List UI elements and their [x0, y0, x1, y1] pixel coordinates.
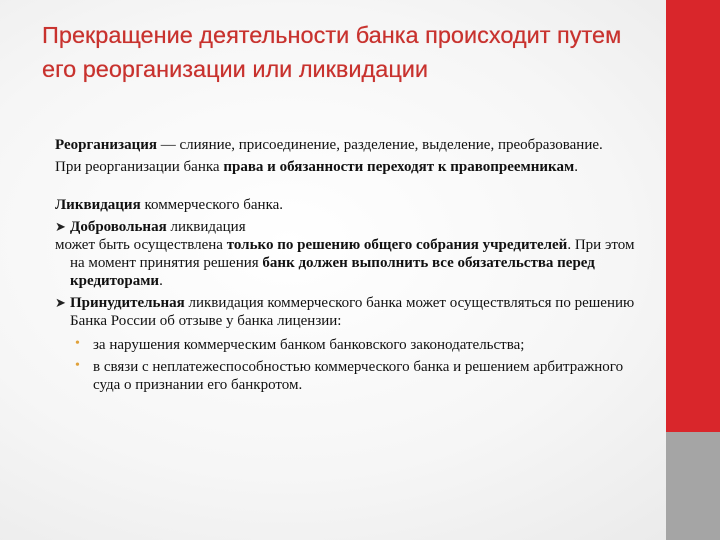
forced-term: Принудительная [70, 295, 185, 311]
liquidation-rest: коммерческого банка. [140, 197, 284, 213]
reorganization-term: Реорганизация [55, 137, 157, 153]
voluntary-text-d: банк должен выполнить все обязательства перед кредиторами [70, 255, 595, 289]
arrow-bullet-icon: ➤ [55, 295, 66, 310]
liquidation-term: Ликвидация [55, 197, 141, 213]
revocation-grounds-list [75, 336, 645, 394]
liquidation-heading [55, 196, 645, 214]
list-item-text: в связи с неплатежеспособностью коммерческого банка и решением арбитражного суда о признании его банкротом. [93, 359, 624, 393]
voluntary-liquidation-item [55, 218, 645, 236]
right-accent-bar-grey [666, 432, 720, 540]
succession-text-a: При реорганизации банка [55, 159, 224, 175]
slide-body [55, 136, 645, 398]
succession-text-bold: права и обязанности переходят к правопреемникам [223, 159, 575, 175]
arrow-bullet-icon: ➤ [55, 219, 66, 234]
voluntary-text-a: может быть осуществлена [55, 237, 227, 253]
succession-text-end: . [574, 159, 578, 175]
voluntary-term: Добровольная [70, 219, 167, 235]
right-accent-bar-red [666, 0, 720, 432]
voluntary-rest: ликвидация [166, 219, 246, 235]
dot-bullet-icon: • [75, 336, 80, 351]
reorganization-definition [55, 136, 645, 154]
list-item [75, 336, 645, 354]
voluntary-liquidation-text [55, 236, 645, 290]
forced-rest: ликвидация коммерческого банка может осуществляться по решению Банка России об отзыве у банка лицензии: [70, 295, 635, 329]
reorganization-text: — слияние, присоединение, разделение, выделение, преобразование. [157, 137, 603, 153]
forced-liquidation-item [55, 294, 645, 330]
voluntary-text-c: . При этом на момент принятия решения [70, 237, 635, 271]
list-item-text: за нарушения коммерческим банком банковского законодательства; [93, 337, 525, 353]
voluntary-text-b: только по решению общего собрания учредителей [226, 237, 568, 253]
list-item [75, 358, 645, 394]
voluntary-text-e: . [159, 273, 163, 289]
dot-bullet-icon: • [75, 358, 80, 373]
slide-title: Прекращение деятельности банка происходит путем его реорганизации или ликвидации [42, 22, 622, 82]
reorganization-succession [55, 158, 645, 176]
